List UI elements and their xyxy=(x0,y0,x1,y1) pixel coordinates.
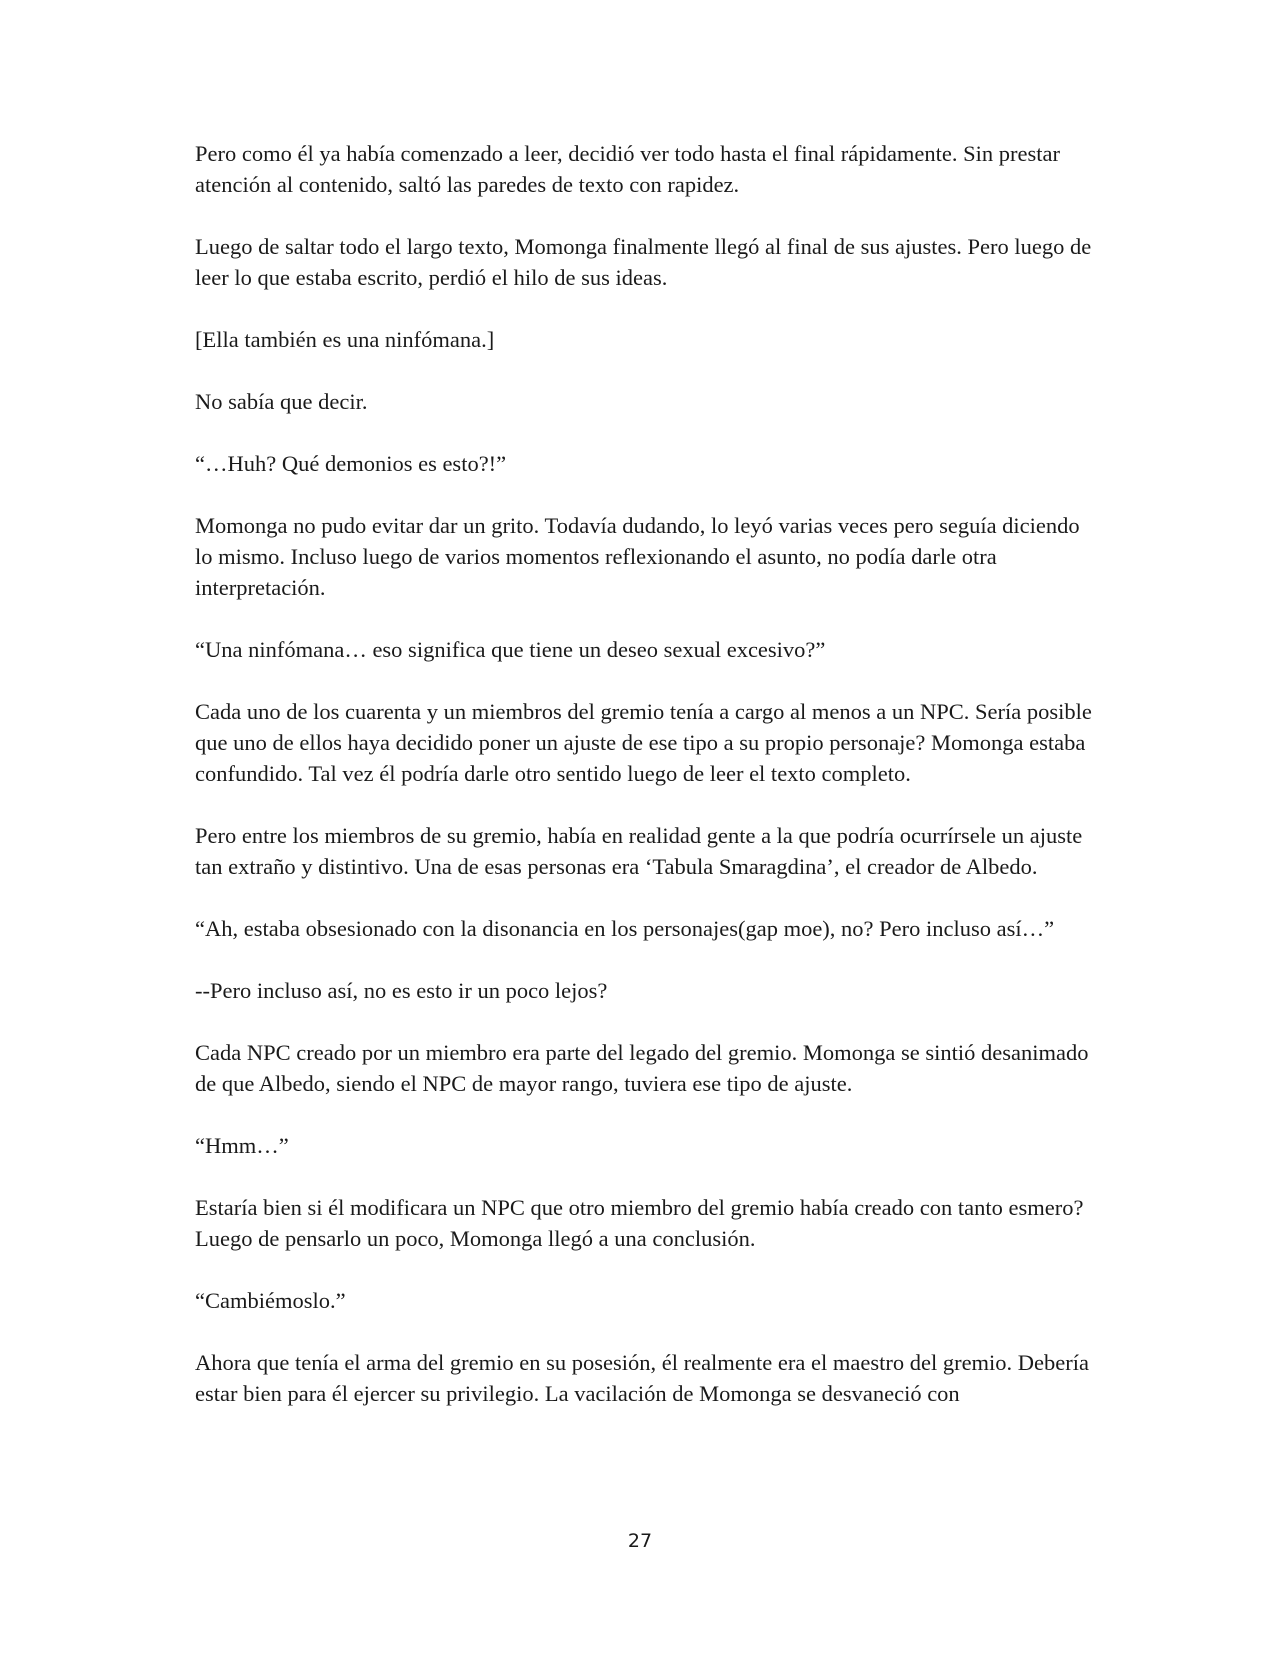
paragraph: “Cambiémoslo.” xyxy=(195,1288,346,1313)
paragraph: Ahora que tenía el arma del gremio en su posesión, él realmente era el maestro del gremio. Debería estar bien para él ejercer su privilegio. La vacilación de Momonga se desvaneció con xyxy=(195,1350,1090,1406)
paragraph: Pero entre los miembros de su gremio, había en realidad gente a la que podría ocurrírsele un ajuste tan extraño y distintivo. Una de esas personas era ‘Tabula Smaragdina’, el creador de Albedo. xyxy=(195,823,1083,879)
paragraph: Cada NPC creado por un miembro era parte del legado del gremio. Momonga se sintió desanimado de que Albedo, siendo el NPC de mayor rango, tuviera ese tipo de ajuste. xyxy=(195,1040,1089,1096)
paragraph: “Hmm…” xyxy=(195,1133,289,1158)
paragraph: [Ella también es una ninfómana.] xyxy=(195,327,495,352)
paragraph: No sabía que decir. xyxy=(195,389,368,414)
paragraph: “Ah, estaba obsesionado con la disonancia en los personajes(gap moe), no? Pero incluso así…” xyxy=(195,916,1055,941)
paragraph: --Pero incluso así, no es esto ir un poco lejos? xyxy=(195,978,608,1003)
paragraph: Estaría bien si él modificara un NPC que otro miembro del gremio había creado con tanto esmero? Luego de pensarlo un poco, Momonga llegó a una conclusión. xyxy=(195,1195,1084,1251)
page-body xyxy=(195,138,1095,1440)
page-number: 27 xyxy=(627,1530,653,1552)
paragraph: Luego de saltar todo el largo texto, Momonga finalmente llegó al final de sus ajustes. Pero luego de leer lo que estaba escrito, perdió el hilo de sus ideas. xyxy=(195,234,1092,290)
paragraph: “Una ninfómana… eso significa que tiene un deseo sexual excesivo?” xyxy=(195,637,826,662)
paragraph: Pero como él ya había comenzado a leer, decidió ver todo hasta el final rápidamente. Sin prestar atención al contenido, saltó las paredes de texto con rapidez. xyxy=(195,141,1061,197)
paragraph: Momonga no pudo evitar dar un grito. Todavía dudando, lo leyó varias veces pero seguía diciendo lo mismo. Incluso luego de varios momentos reflexionando el asunto, no podía darle otra interpretación. xyxy=(195,513,1080,600)
paragraph: “…Huh? Qué demonios es esto?!” xyxy=(195,451,507,476)
paragraph: Cada uno de los cuarenta y un miembros del gremio tenía a cargo al menos a un NPC. Sería posible que uno de ellos haya decidido poner un ajuste de ese tipo a su propio personaje? Momonga estaba confundido. Tal vez él podría darle otro sentido luego de leer el texto completo. xyxy=(195,699,1092,786)
